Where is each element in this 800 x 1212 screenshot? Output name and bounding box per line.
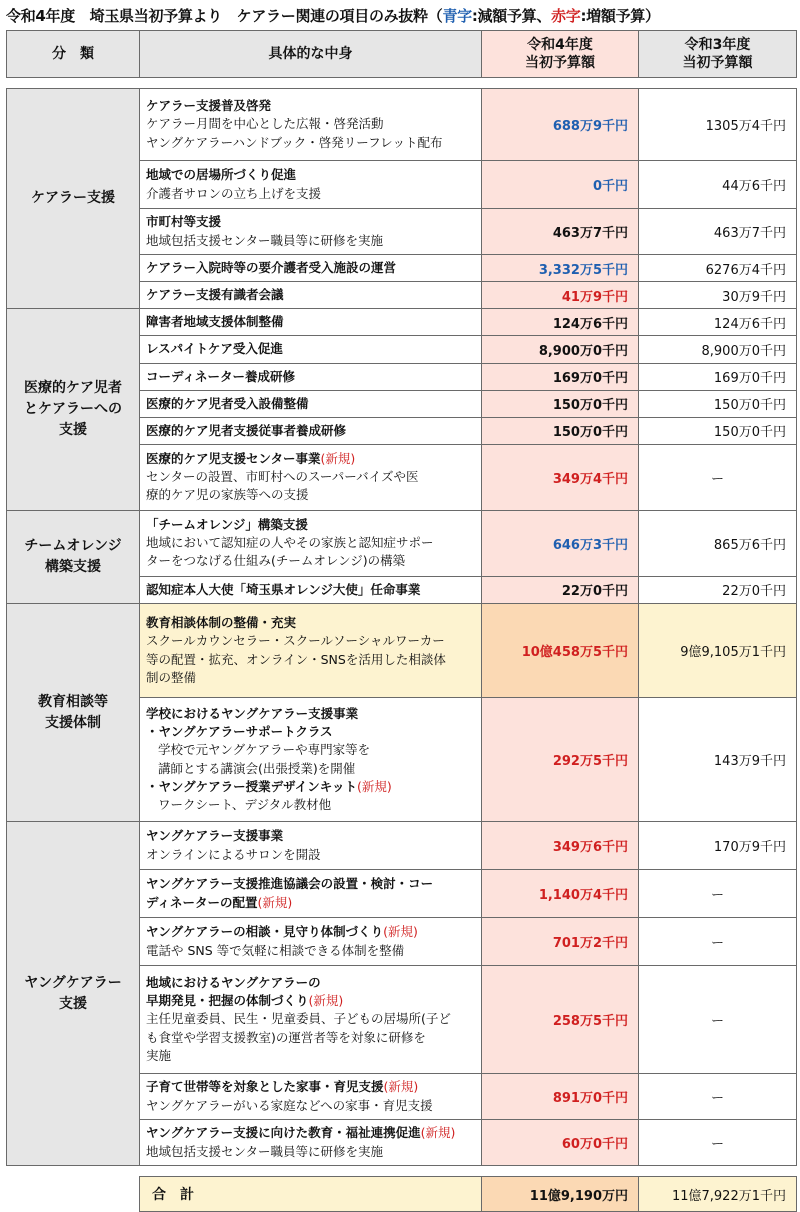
legend-end: :増額予算）	[580, 7, 660, 25]
current-amount: 22万0千円	[482, 576, 639, 603]
col-category: 分 類	[7, 31, 140, 78]
previous-amount: ー	[639, 1074, 797, 1120]
current-amount: 150万0千円	[482, 390, 639, 417]
current-amount: 701万2千円	[482, 918, 639, 966]
previous-amount: 1305万4千円	[639, 89, 797, 161]
page-title	[6, 2, 660, 30]
table-row	[7, 604, 797, 698]
detail-cell: 医療的ケア児者受入設備整備	[140, 390, 482, 417]
detail-cell: ヤングケアラーの相談・見守り体制づくり(新規) 電話や SNS 等で気軽に相談できる体制を整備	[140, 918, 482, 966]
previous-amount: 124万6千円	[639, 309, 797, 336]
total-row	[7, 1177, 797, 1212]
detail-cell: ケアラー支援有識者会議	[140, 282, 482, 309]
previous-amount: 44万6千円	[639, 161, 797, 209]
detail-cell: ヤングケアラー支援に向けた教育・福祉連携促進(新規) 地域包括支援センター職員等に研修を実施	[140, 1120, 482, 1166]
detail-cell: 障害者地域支援体制整備	[140, 309, 482, 336]
previous-amount: 30万9千円	[639, 282, 797, 309]
previous-amount: 8,900万0千円	[639, 336, 797, 363]
detail-cell: 認知症本人大使「埼玉県オレンジ大使」任命事業	[140, 576, 482, 603]
current-amount: 8,900万0千円	[482, 336, 639, 363]
category-carer-support: ケアラー支援	[7, 89, 140, 309]
col-current: 令和4年度 当初予算額	[482, 31, 639, 78]
legend-red: 赤字	[551, 7, 581, 25]
current-amount: 60万0千円	[482, 1120, 639, 1166]
total-current: 11億9,190万円	[482, 1177, 639, 1212]
detail-cell: レスパイトケア受入促進	[140, 336, 482, 363]
col-previous: 令和3年度 当初予算額	[639, 31, 797, 78]
budget-table	[6, 30, 797, 1212]
legend-blue: 青字	[442, 7, 472, 25]
detail-cell: 「チームオレンジ」構築支援 地域において認知症の人やその家族と認知症サポー ターをつなげる仕組み(チームオレンジ)の構築	[140, 510, 482, 576]
category-medical-care: 医療的ケア児者 とケアラーへの 支援	[7, 309, 140, 511]
previous-amount: 170万9千円	[639, 822, 797, 870]
previous-amount: 9億9,105万1千円	[639, 604, 797, 698]
previous-amount: 150万0千円	[639, 417, 797, 444]
detail-cell: 教育相談体制の整備・充実 スクールカウンセラー・スクールソーシャルワーカー 等の配置・拡充、オンライン・SNSを活用した相談体 制の整備	[140, 604, 482, 698]
previous-amount: 463万7千円	[639, 209, 797, 255]
header-row	[7, 31, 797, 78]
previous-amount: ー	[639, 918, 797, 966]
detail-cell: ケアラー入院時等の要介護者受入施設の運営	[140, 255, 482, 282]
current-amount: 891万0千円	[482, 1074, 639, 1120]
previous-amount: 22万0千円	[639, 576, 797, 603]
category-young-carer: ヤングケアラー 支援	[7, 822, 140, 1166]
category-team-orange: チームオレンジ 構築支援	[7, 510, 140, 603]
detail-cell: ケアラー支援普及啓発 ケアラー月間を中心とした広報・啓発活動 ヤングケアラーハンドブック・啓発リーフレット配布	[140, 89, 482, 161]
current-amount: 646万3千円	[482, 510, 639, 576]
detail-cell: 市町村等支援 地域包括支援センター職員等に研修を実施	[140, 209, 482, 255]
detail-cell: ヤングケアラー支援事業 オンラインによるサロンを開設	[140, 822, 482, 870]
new-badge: (新規)	[320, 451, 356, 467]
previous-amount: ー	[639, 1120, 797, 1166]
previous-amount: 150万0千円	[639, 390, 797, 417]
total-label: 合 計	[140, 1177, 482, 1212]
table-row	[7, 309, 797, 336]
detail-cell: 医療的ケア児支援センター事業(新規) センターの設置、市町村へのスーパーバイズや医 療的ケア児の家族等への支援	[140, 444, 482, 510]
title-text: 令和4年度 埼玉県当初予算より ケアラー関連の項目のみ抜粋（	[6, 7, 443, 25]
previous-amount: ー	[639, 870, 797, 918]
col-detail: 具体的な中身	[140, 31, 482, 78]
detail-cell: コーディネーター養成研修	[140, 363, 482, 390]
current-amount: 41万9千円	[482, 282, 639, 309]
current-amount: 292万5千円	[482, 698, 639, 822]
previous-amount: 865万6千円	[639, 510, 797, 576]
detail-cell: 医療的ケア児者支援従事者養成研修	[140, 417, 482, 444]
current-amount: 0千円	[482, 161, 639, 209]
table-row	[7, 822, 797, 870]
previous-amount: ー	[639, 966, 797, 1074]
current-amount: 1,140万4千円	[482, 870, 639, 918]
previous-amount: ー	[639, 444, 797, 510]
detail-cell: 子育て世帯等を対象とした家事・育児支援(新規) ヤングケアラーがいる家庭などへの家事・育児支援	[140, 1074, 482, 1120]
previous-amount: 143万9千円	[639, 698, 797, 822]
legend-mid: :減額予算、	[471, 7, 552, 25]
current-amount: 688万9千円	[482, 89, 639, 161]
total-previous: 11億7,922万1千円	[639, 1177, 797, 1212]
current-amount: 349万6千円	[482, 822, 639, 870]
new-badge: (新規)	[420, 1125, 456, 1141]
current-amount: 150万0千円	[482, 417, 639, 444]
previous-amount: 6276万4千円	[639, 255, 797, 282]
current-amount: 10億458万5千円	[482, 604, 639, 698]
current-amount: 124万6千円	[482, 309, 639, 336]
detail-cell: 学校におけるヤングケアラー支援事業 ・ヤングケアラーサポートクラス 学校で元ヤングケアラーや専門家等を 講師とする講演会(出張授業)を開催 ・ヤングケアラー授業デザインキット(新規) ワークシート、デジタル教材他	[140, 698, 482, 822]
previous-amount: 169万0千円	[639, 363, 797, 390]
category-education: 教育相談等 支援体制	[7, 604, 140, 822]
detail-cell: 地域での居場所づくり促進 介護者サロンの立ち上げを支援	[140, 161, 482, 209]
detail-cell: 地域におけるヤングケアラーの 早期発見・把握の体制づくり(新規) 主任児童委員、民生・児童委員、子どもの居場所(子ど も食堂や学習支援教室)の運営者等を対象に研修を 実施	[140, 966, 482, 1074]
new-badge: (新規)	[257, 894, 293, 910]
table-row	[7, 89, 797, 161]
table-row	[7, 510, 797, 576]
new-badge: (新規)	[383, 1079, 419, 1095]
current-amount: 258万5千円	[482, 966, 639, 1074]
new-badge: (新規)	[383, 924, 418, 940]
current-amount: 349万4千円	[482, 444, 639, 510]
current-amount: 3,332万5千円	[482, 255, 639, 282]
new-badge: (新規)	[308, 993, 344, 1009]
detail-cell: ヤングケアラー支援推進協議会の設置・検討・コー ディネーターの配置(新規)	[140, 870, 482, 918]
current-amount: 463万7千円	[482, 209, 639, 255]
new-badge: (新規)	[357, 778, 392, 794]
current-amount: 169万0千円	[482, 363, 639, 390]
